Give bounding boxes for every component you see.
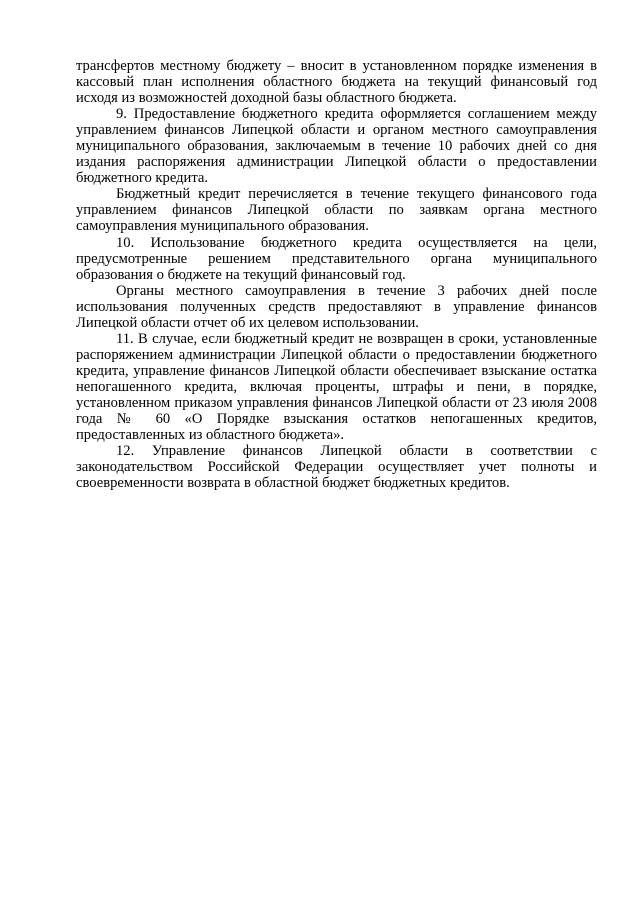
paragraph-item-11: 11. В случае, если бюджетный кредит не возвращен в сроки, установленные распоряжением администрации Липецкой области о предоставлении бюджетного кредита, управление финансов Липецкой области обеспечивает взыскание остатка непогашенного кредита, включая проценты, штрафы и пени, в порядке, установленном приказом управления финансов Липецкой области от 23 июля 2008 года № 60 «О Порядке взыскания остатков непогашенных кредитов, предоставленных из областного бюджета». bbox=[76, 330, 597, 444]
paragraph-item-9: 9. Предоставление бюджетного кредита оформляется соглашением между управлением финансов Липецкой области и органом местного самоуправления муниципального образования, заключаемым в течение 10 рабочих дней со дня издания распоряжения администрации Липецкой области о предоставлении бюджетного кредита. bbox=[76, 106, 597, 187]
paragraph-item-12: 12. Управление финансов Липецкой области в соответствии с законодательством Российской Федерации осуществляет учет полноты и своевременности возврата в областной бюджет бюджетных кредитов. bbox=[76, 443, 597, 492]
paragraph-credit-transfer: Бюджетный кредит перечисляется в течение текущего финансового года управлением финансов Липецкой области по заявкам органа местного самоуправления муниципального образования. bbox=[76, 186, 597, 235]
paragraph-usage-report: Органы местного самоуправления в течение 3 рабочих дней после использования полученных средств предоставляют в управление финансов Липецкой области отчет об их целевом использовании. bbox=[76, 282, 597, 331]
document-page bbox=[76, 58, 597, 491]
paragraph-continuation: трансфертов местному бюджету – вносит в установленном порядке изменения в кассовый план исполнения областного бюджета на текущий финансовый год исходя из возможностей доходной базы областного бюджета. bbox=[76, 58, 597, 107]
paragraph-item-10: 10. Использование бюджетного кредита осуществляется на цели, предусмотренные решением представительного органа муниципального образования о бюджете на текущий финансовый год. bbox=[76, 234, 597, 283]
